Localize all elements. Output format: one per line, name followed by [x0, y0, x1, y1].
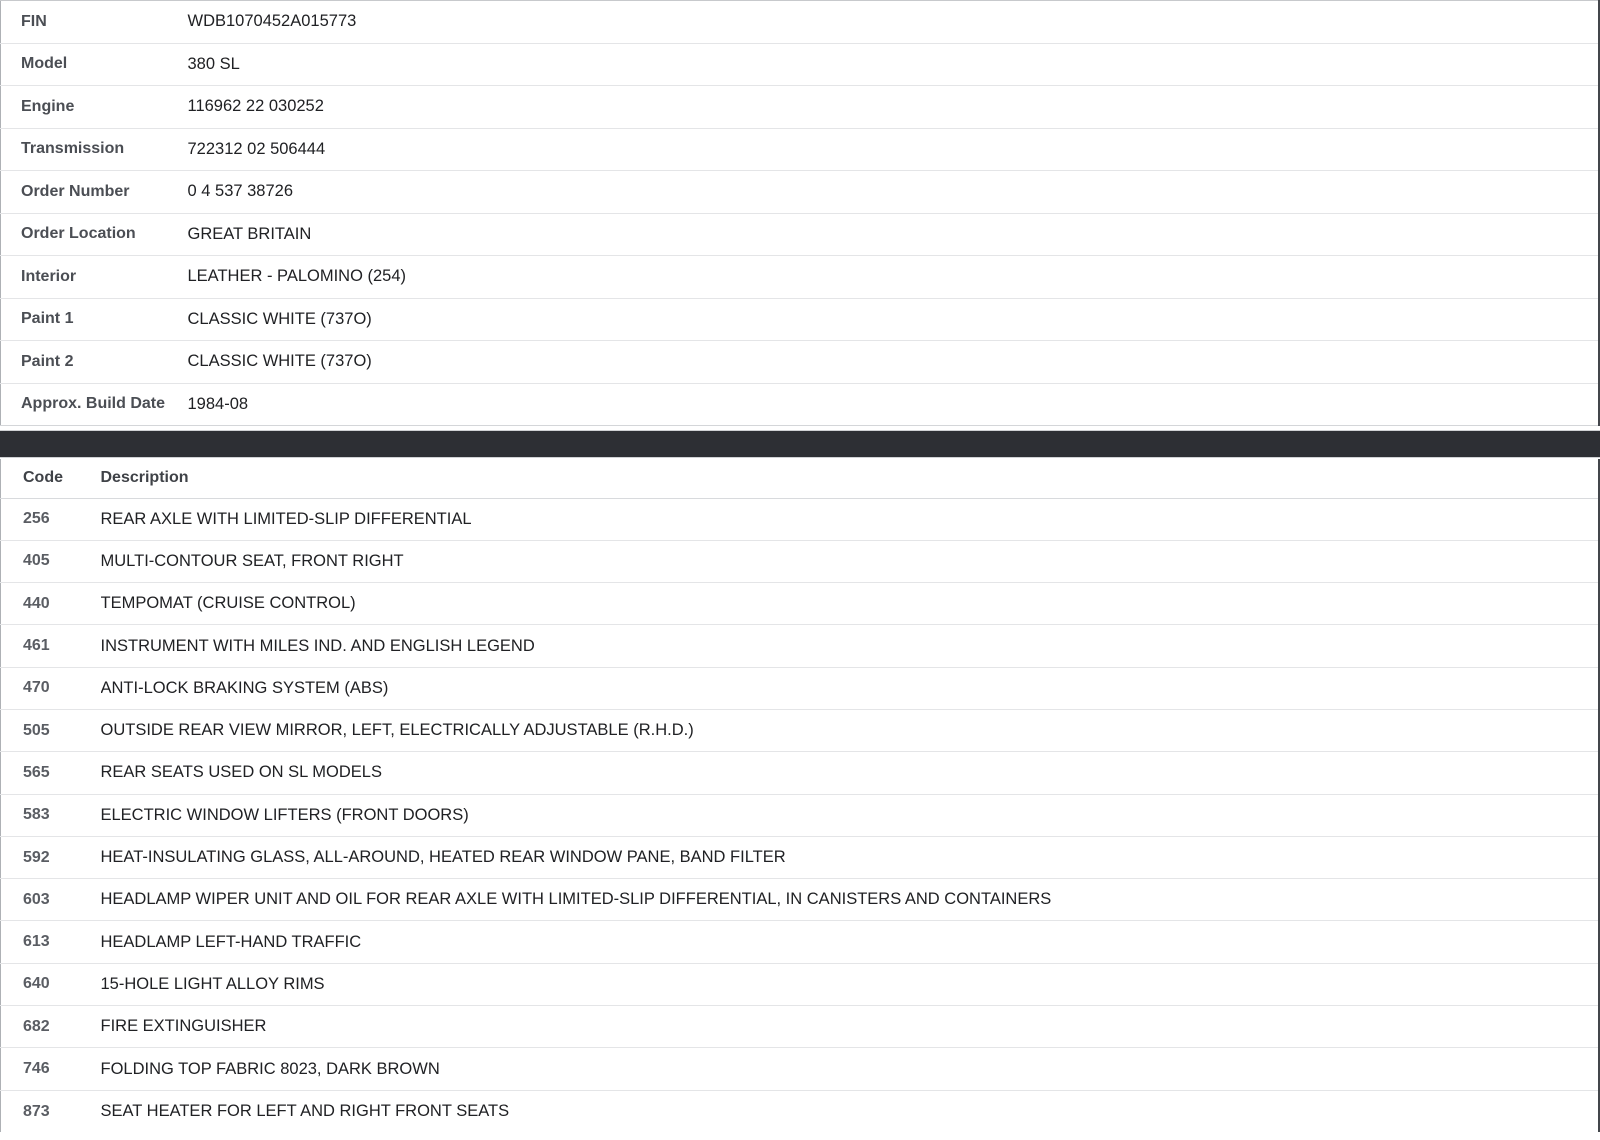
section-divider-bar	[0, 430, 1600, 458]
option-row	[1, 1006, 1600, 1048]
option-description: 15-HOLE LIGHT ALLOY RIMS	[101, 963, 1600, 1005]
spec-row	[1, 256, 1600, 299]
spec-value: 380 SL	[188, 43, 1600, 86]
spec-value: 1984-08	[188, 383, 1600, 426]
option-code: 440	[1, 583, 101, 625]
option-row	[1, 752, 1600, 794]
spec-value: LEATHER - PALOMINO (254)	[188, 256, 1600, 299]
option-row	[1, 1048, 1600, 1090]
spec-value: CLASSIC WHITE (737O)	[188, 341, 1600, 384]
spec-row	[1, 383, 1600, 426]
spec-value: CLASSIC WHITE (737O)	[188, 298, 1600, 341]
option-description: HEAT-INSULATING GLASS, ALL-AROUND, HEATED REAR WINDOW PANE, BAND FILTER	[101, 836, 1600, 878]
option-row	[1, 879, 1600, 921]
spec-value: GREAT BRITAIN	[188, 213, 1600, 256]
options-table	[0, 459, 1600, 1132]
option-description: SEAT HEATER FOR LEFT AND RIGHT FRONT SEATS	[101, 1090, 1600, 1132]
option-code: 613	[1, 921, 101, 963]
spec-value: 722312 02 506444	[188, 128, 1600, 171]
option-code: 603	[1, 879, 101, 921]
option-row	[1, 540, 1600, 582]
spec-label: Transmission	[1, 128, 188, 171]
option-code: 461	[1, 625, 101, 667]
option-description: INSTRUMENT WITH MILES IND. AND ENGLISH LEGEND	[101, 625, 1600, 667]
option-description: MULTI-CONTOUR SEAT, FRONT RIGHT	[101, 540, 1600, 582]
spec-row	[1, 171, 1600, 214]
spec-row	[1, 1, 1600, 44]
spec-label: Paint 1	[1, 298, 188, 341]
option-description: FOLDING TOP FABRIC 8023, DARK BROWN	[101, 1048, 1600, 1090]
vehicle-spec-table	[0, 0, 1600, 426]
option-code: 505	[1, 709, 101, 751]
option-description: REAR AXLE WITH LIMITED-SLIP DIFFERENTIAL	[100, 509, 472, 528]
option-description: TEMPOMAT (CRUISE CONTROL)	[101, 583, 1600, 625]
option-row	[1, 963, 1600, 1005]
spec-label: Interior	[1, 256, 188, 299]
options-header-row	[1, 459, 1600, 498]
spec-row	[1, 213, 1600, 256]
spec-row	[1, 298, 1600, 341]
vehicle-spec-table-body	[1, 1, 1600, 426]
option-code: 640	[1, 963, 101, 1005]
spec-row	[1, 86, 1600, 129]
option-code: 592	[1, 836, 101, 878]
option-row	[1, 583, 1600, 625]
spec-label: Engine	[1, 86, 188, 129]
spec-label: FIN	[21, 12, 47, 30]
option-description: FIRE EXTINGUISHER	[101, 1006, 1600, 1048]
spec-label: Model	[1, 43, 188, 86]
spec-value: 0 4 537 38726	[188, 171, 1600, 214]
option-row	[1, 794, 1600, 836]
spec-label: Paint 2	[1, 341, 188, 384]
option-description: ELECTRIC WINDOW LIFTERS (FRONT DOORS)	[101, 794, 1600, 836]
options-table-body	[1, 498, 1600, 1132]
spec-label: Order Location	[1, 213, 188, 256]
spec-value: WDB1070452A015773	[187, 12, 357, 31]
option-code: 873	[1, 1090, 101, 1132]
option-code: 746	[1, 1048, 101, 1090]
option-description: REAR SEATS USED ON SL MODELS	[101, 752, 1600, 794]
option-row	[1, 921, 1600, 963]
description-column-header: Description	[101, 459, 1600, 498]
option-row	[1, 836, 1600, 878]
option-code: 583	[1, 794, 101, 836]
option-row	[1, 625, 1600, 667]
option-row	[1, 667, 1600, 709]
option-description: OUTSIDE REAR VIEW MIRROR, LEFT, ELECTRICALLY ADJUSTABLE (R.H.D.)	[101, 709, 1600, 751]
spec-label: Approx. Build Date	[1, 383, 188, 426]
option-row	[1, 1090, 1600, 1132]
code-column-header: Code	[1, 459, 101, 498]
spec-row	[1, 128, 1600, 171]
spec-row	[1, 43, 1600, 86]
option-code: 405	[1, 540, 101, 582]
option-description: ANTI-LOCK BRAKING SYSTEM (ABS)	[101, 667, 1600, 709]
option-description: HEADLAMP LEFT-HAND TRAFFIC	[101, 921, 1600, 963]
option-row	[1, 709, 1600, 751]
option-code: 256	[23, 510, 50, 528]
option-code: 470	[1, 667, 101, 709]
option-row	[1, 498, 1600, 540]
option-code: 682	[1, 1006, 101, 1048]
option-code: 565	[1, 752, 101, 794]
spec-row	[1, 341, 1600, 384]
option-description: HEADLAMP WIPER UNIT AND OIL FOR REAR AXLE WITH LIMITED-SLIP DIFFERENTIAL, IN CANISTERS AND CONTAINERS	[101, 879, 1600, 921]
spec-value: 116962 22 030252	[188, 86, 1600, 129]
spec-label: Order Number	[1, 171, 188, 214]
